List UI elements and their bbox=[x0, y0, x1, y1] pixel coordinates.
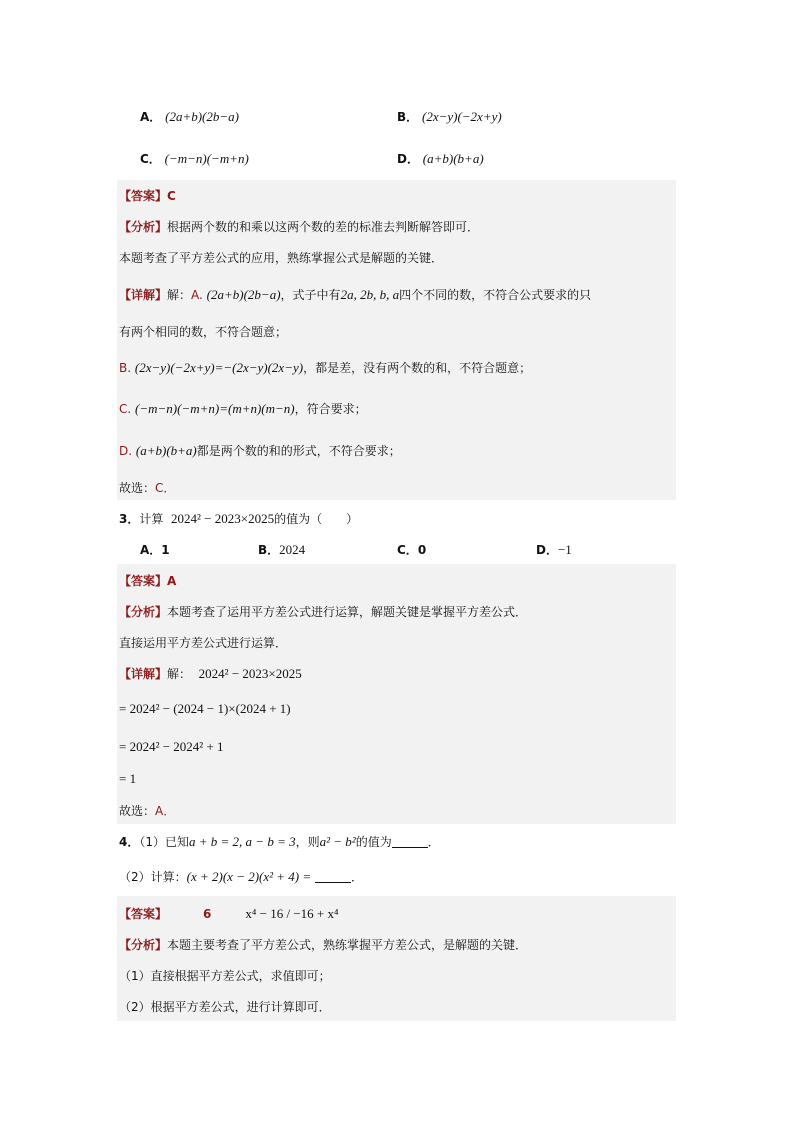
q4-step1: （1）直接根据平方差公式，求值即可； bbox=[119, 969, 331, 983]
q4-answer-value2: x⁴ − 16 / −16 + x⁴ bbox=[245, 906, 339, 921]
option-d bbox=[397, 150, 484, 167]
q4-answer-line bbox=[119, 905, 339, 922]
q4-part1 bbox=[119, 833, 440, 850]
q4-part1-label: （1）已知 bbox=[139, 835, 189, 849]
option-b-expr: (2x−y)(−2x+y) bbox=[421, 109, 502, 124]
q4-part2-label: （2）计算： bbox=[119, 870, 187, 884]
q3-choose-value: A． bbox=[155, 804, 176, 818]
q4-analysis-line bbox=[119, 936, 527, 953]
q3-text-suffix: 的值为（ ） bbox=[274, 512, 359, 526]
q3-c-value: 0 bbox=[417, 543, 427, 557]
q2-detail-a-cont bbox=[119, 323, 287, 340]
q3-stem bbox=[119, 510, 358, 527]
detail-prefix: 解： bbox=[167, 288, 192, 302]
q3-c-label: C． bbox=[397, 543, 418, 557]
q3-option-c bbox=[397, 541, 426, 558]
q2-detail-c bbox=[119, 400, 367, 417]
detail-b-label: B. bbox=[119, 361, 132, 375]
option-d-expr: (a+b)(b+a) bbox=[422, 151, 484, 166]
option-c bbox=[140, 150, 249, 167]
q3-option-a bbox=[140, 541, 170, 558]
q3-answer-tag: 【答案】 bbox=[119, 574, 168, 588]
detail-c-expr: (−m−n)(−m+n)=(m+n)(m−n) bbox=[135, 401, 295, 416]
answer-value: C bbox=[167, 189, 176, 203]
analysis-text: 根据两个数的和乘以这两个数的差的标准去判断解答即可． bbox=[167, 220, 480, 234]
q3-analysis-line bbox=[119, 603, 527, 620]
q4-part1-end: ． bbox=[427, 835, 440, 849]
detail-b-text: ，都是差，没有两个数的和，不符合题意； bbox=[303, 361, 532, 375]
q4-number: 4． bbox=[119, 835, 140, 849]
q3-a-label: A． bbox=[140, 543, 162, 557]
q4-part1-expr2: a² − b² bbox=[319, 834, 356, 849]
q3-option-b bbox=[258, 541, 305, 558]
analysis-text-2: 本题考查了平方差公式的应用，熟练掌握公式是解题的关键． bbox=[119, 251, 444, 265]
q3-analysis-line-2 bbox=[119, 634, 287, 651]
q4-part1-suffix: 的值为 bbox=[355, 835, 392, 849]
q2-detail-b bbox=[119, 359, 531, 376]
q2-analysis-line-2 bbox=[119, 249, 443, 266]
q3-option-d bbox=[536, 541, 572, 558]
q3-answer-value: A bbox=[167, 574, 177, 588]
detail-c-text: ，符合要求； bbox=[294, 402, 367, 416]
option-a-expr: (2a+b)(2b−a) bbox=[165, 109, 239, 124]
detail-a-vars: 2a, 2b, b, a bbox=[340, 287, 400, 302]
q3-step4: = 1 bbox=[119, 771, 137, 786]
option-c-expr: (−m−n)(−m+n) bbox=[164, 151, 249, 166]
detail-d-expr: (a+b)(b+a) bbox=[135, 443, 197, 458]
q3-choose bbox=[119, 802, 175, 819]
option-a-label: A． bbox=[140, 110, 162, 124]
q3-choose-text: 故选： bbox=[119, 804, 156, 818]
q3-a-value: 1 bbox=[161, 543, 170, 557]
q4-part2-blank[interactable] bbox=[315, 870, 351, 883]
q3-analysis-tag: 【分析】 bbox=[119, 605, 168, 619]
q3-expr: 2024² − 2023×2025 bbox=[171, 511, 275, 526]
q4-part2 bbox=[119, 868, 363, 885]
q3-d-label: D． bbox=[536, 543, 558, 557]
option-a bbox=[140, 108, 239, 125]
q3-analysis-text: 本题考查了运用平方差公式进行运算，解题关键是掌握平方差公式． bbox=[167, 605, 528, 619]
q4-part2-end: ． bbox=[351, 870, 364, 884]
q3-step1: 2024² − 2023×2025 bbox=[198, 666, 302, 681]
q3-b-label: B． bbox=[258, 543, 280, 557]
q4-answer-value1: 6 bbox=[203, 907, 212, 921]
option-b bbox=[397, 108, 502, 125]
q3-text-prefix: 计算 bbox=[139, 512, 164, 526]
detail-a-text3: 有两个相同的数，不符合题意； bbox=[119, 325, 288, 339]
q3-number: 3． bbox=[119, 512, 140, 526]
q4-answer-tag: 【答案】 bbox=[119, 907, 168, 921]
q2-analysis-line bbox=[119, 218, 479, 235]
detail-d-label: D. bbox=[119, 444, 133, 458]
option-b-label: B． bbox=[397, 110, 419, 124]
q2-choose bbox=[119, 479, 175, 496]
detail-a-label: A. bbox=[191, 288, 203, 302]
q3-b-value: 2024 bbox=[279, 542, 306, 557]
detail-a-text1: ，式子中有 bbox=[280, 288, 341, 302]
q2-detail-a bbox=[119, 286, 591, 303]
q4-analysis-tag: 【分析】 bbox=[119, 938, 168, 952]
detail-a-text2: 四个不同的数，不符合公式要求的只 bbox=[399, 288, 592, 302]
q3-step2: = 2024² − (2024 − 1)×(2024 + 1) bbox=[119, 701, 291, 716]
detail-d-text: 都是两个数的和的形式，不符合要求； bbox=[196, 444, 401, 458]
detail-b-expr: (2x−y)(−2x+y)=−(2x−y)(2x−y) bbox=[134, 360, 304, 375]
q3-detail-prefix: 解： bbox=[167, 667, 192, 681]
q3-detail-line bbox=[119, 665, 302, 682]
q3-step3: = 2024² − 2024² + 1 bbox=[119, 739, 224, 754]
q3-detail-tag: 【详解】 bbox=[119, 667, 168, 681]
detail-a-expr: (2a+b)(2b−a) bbox=[206, 287, 281, 302]
analysis-tag: 【分析】 bbox=[119, 220, 168, 234]
q4-part1-blank[interactable] bbox=[392, 835, 428, 848]
option-d-label: D． bbox=[397, 152, 419, 166]
detail-tag: 【详解】 bbox=[119, 288, 168, 302]
q3-d-value: −1 bbox=[557, 542, 572, 557]
choose-text: 故选： bbox=[119, 481, 156, 495]
q4-analysis-text: 本题主要考查了平方差公式，熟练掌握平方差公式，是解题的关键． bbox=[167, 938, 528, 952]
q4-step2: （2）根据平方差公式，进行计算即可． bbox=[119, 1000, 331, 1014]
q3-analysis-text-2: 直接运用平方差公式进行运算． bbox=[119, 636, 288, 650]
q2-answer-line bbox=[119, 187, 176, 204]
choose-value: C． bbox=[155, 481, 176, 495]
option-c-label: C． bbox=[140, 152, 161, 166]
q4-part1-expr: a + b = 2, a − b = 3 bbox=[189, 834, 296, 849]
q2-detail-d bbox=[119, 442, 401, 459]
q4-part1-text: ，则 bbox=[295, 835, 320, 849]
answer-tag: 【答案】 bbox=[119, 189, 168, 203]
q4-part2-expr: (x + 2)(x − 2)(x² + 4) = bbox=[186, 869, 312, 884]
detail-c-label: C. bbox=[119, 402, 132, 416]
q3-answer-line bbox=[119, 572, 176, 589]
